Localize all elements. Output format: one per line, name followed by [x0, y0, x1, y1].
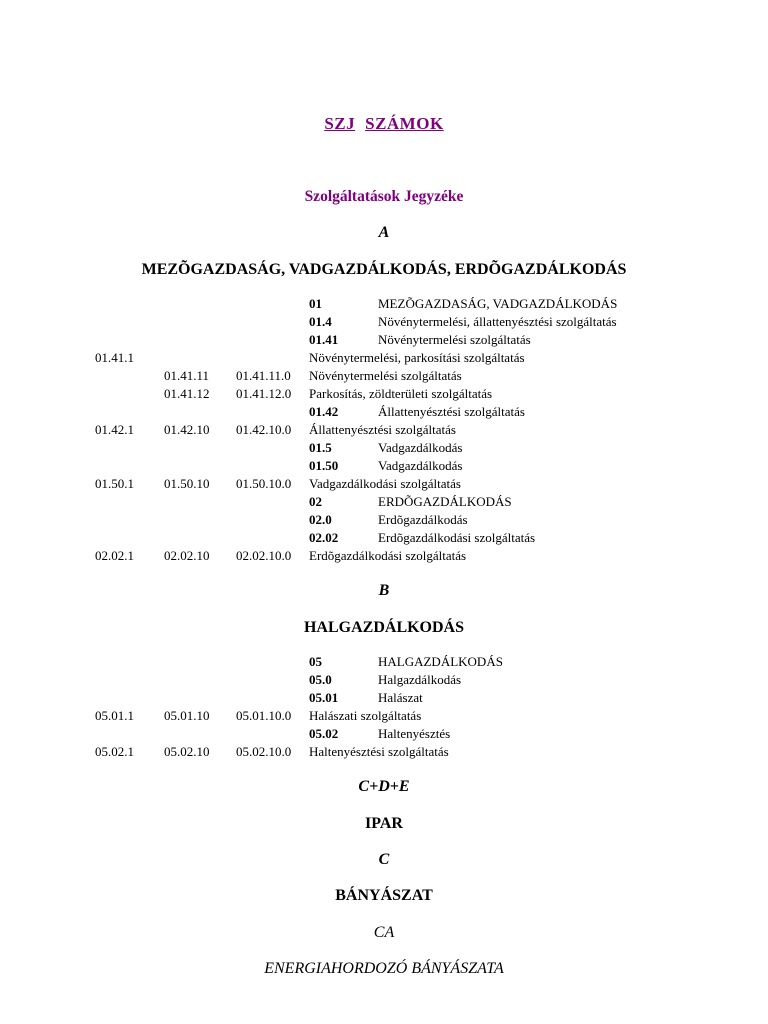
service-description: Vadgazdálkodási szolgáltatás — [309, 476, 461, 491]
code-level-1: 05.01.1 — [95, 708, 134, 723]
section-ca-letter: CA — [373, 924, 395, 941]
code-level-3: 05.01.10.0 — [236, 708, 292, 723]
service-description: Erdõgazdálkodási szolgáltatás — [309, 548, 467, 563]
code: 01.41 — [309, 332, 339, 347]
code-name: Haltenyésztés — [378, 726, 451, 741]
code: 01.5 — [309, 440, 332, 455]
service-description: Haltenyésztési szolgáltatás — [309, 744, 449, 759]
code-name: MEZÕGAZDASÁG, VADGAZDÁLKODÁS — [378, 296, 618, 311]
code: 05 — [309, 654, 322, 669]
section-c-letter: C — [378, 851, 390, 868]
service-description: Parkosítás, zöldterületi szolgáltatás — [309, 386, 493, 401]
code-name: Erdõgazdálkodás — [378, 512, 468, 527]
code-level-1: 01.42.1 — [95, 422, 134, 437]
page-title — [0, 114, 768, 134]
code-level-1: 02.02.1 — [95, 548, 134, 563]
code: 01.42 — [309, 404, 339, 419]
code-name: Erdõgazdálkodási szolgáltatás — [378, 530, 536, 545]
section-a-letter: A — [378, 224, 390, 241]
code-level-3: 05.02.10.0 — [236, 744, 292, 759]
code-level-2: 05.02.10 — [164, 744, 210, 759]
code-name: Növénytermelési szolgáltatás — [378, 332, 531, 347]
code-level-2: 01.41.11 — [164, 368, 210, 383]
service-description: Állattenyésztési szolgáltatás — [309, 422, 456, 437]
code-level-2: 01.50.10 — [164, 476, 210, 491]
section-b-heading: HALGAZDÁLKODÁS — [303, 619, 465, 636]
code: 01 — [309, 296, 322, 311]
code: 02.0 — [309, 512, 332, 527]
code-level-3: 01.41.12.0 — [236, 386, 292, 401]
code-level-3: 01.41.11.0 — [236, 368, 291, 383]
code-level-1: 01.50.1 — [95, 476, 134, 491]
section-a-heading: MEZÕGAZDASÁG, VADGAZDÁLKODÁS, ERDÕGAZDÁLKODÁS — [141, 261, 627, 278]
title-szamok: SZÁMOK — [365, 114, 444, 133]
page-subtitle: Szolgáltatások Jegyzéke — [304, 188, 464, 205]
code: 02 — [309, 494, 322, 509]
code: 05.0 — [309, 672, 332, 687]
code-name: Állattenyésztési szolgáltatás — [378, 404, 525, 419]
service-description: Növénytermelési szolgáltatás — [309, 368, 462, 383]
code-name: Halászat — [378, 690, 423, 705]
code-level-1: 05.02.1 — [95, 744, 134, 759]
code-name: ERDÕGAZDÁLKODÁS — [378, 494, 512, 509]
code-name: Növénytermelési, állattenyésztési szolgáltatás — [378, 314, 617, 329]
section-cde-letter: C+D+E — [358, 778, 410, 795]
code-level-2: 02.02.10 — [164, 548, 210, 563]
section-ca-heading: ENERGIAHORDOZÓ BÁNYÁSZATA — [264, 960, 504, 977]
code-level-2: 01.42.10 — [164, 422, 210, 437]
service-description: Halászati szolgáltatás — [309, 708, 422, 723]
code-name: HALGAZDÁLKODÁS — [378, 654, 503, 669]
code-level-1: 01.41.1 — [95, 350, 134, 365]
code: 05.02 — [309, 726, 339, 741]
code-level-3: 02.02.10.0 — [236, 548, 292, 563]
code: 01.4 — [309, 314, 332, 329]
code: 05.01 — [309, 690, 339, 705]
service-description: Növénytermelési, parkosítási szolgáltatás — [309, 350, 525, 365]
code-name: Halgazdálkodás — [378, 672, 462, 687]
code: 01.50 — [309, 458, 339, 473]
code-level-3: 01.42.10.0 — [236, 422, 292, 437]
code: 02.02 — [309, 530, 339, 545]
code-level-2: 01.41.12 — [164, 386, 210, 401]
title-szj: SZJ — [324, 114, 356, 133]
code-level-3: 01.50.10.0 — [236, 476, 292, 491]
code-name: Vadgazdálkodás — [378, 458, 463, 473]
code-name: Vadgazdálkodás — [378, 440, 463, 455]
section-c-heading: BÁNYÁSZAT — [335, 887, 433, 904]
section-b-letter: B — [378, 582, 390, 599]
section-cde-heading: IPAR — [365, 815, 403, 832]
code-level-2: 05.01.10 — [164, 708, 210, 723]
